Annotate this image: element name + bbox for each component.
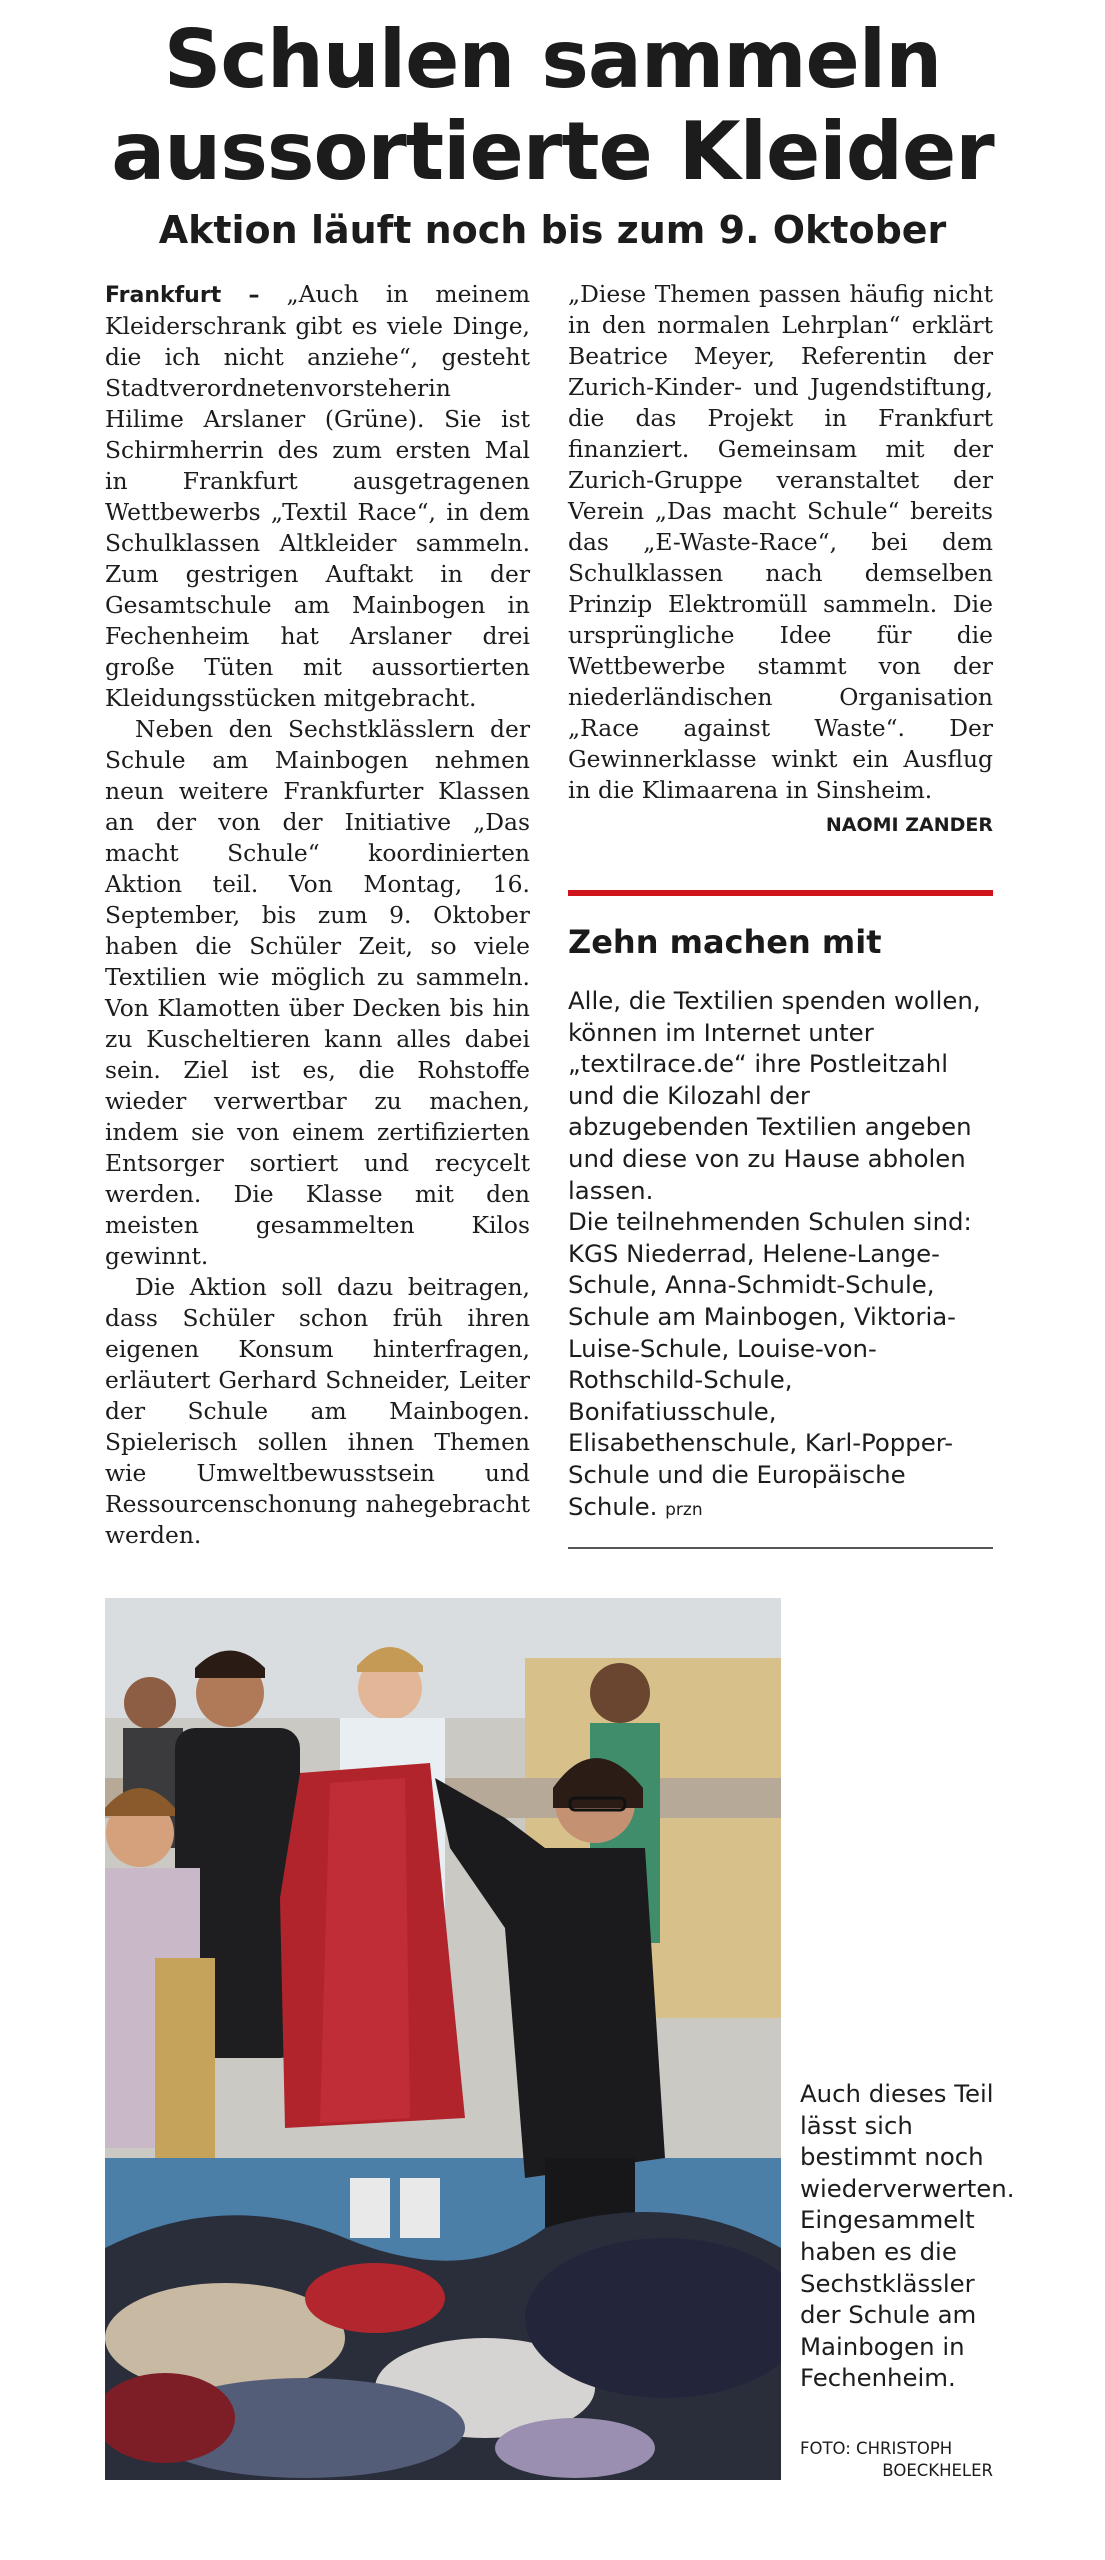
article-subheadline: Aktion läuft noch bis zum 9. Oktober	[158, 208, 947, 252]
article-paragraph-3: Die Aktion soll dazu beitragen, dass Schüler schon früh ihren eigenen Konsum hinterfragen, erläutert Gerhard Schneider, Leiter der Schule am Mainbogen. Spielerisch sollen ihnen Themen wie Umweltbewusstsein und Ressourcenschonung nahegebracht werden.	[105, 1273, 530, 1549]
headline-line-2: aussortierte Kleider	[111, 105, 994, 198]
infobox-title: Zehn machen mit	[568, 923, 882, 961]
infobox-credit: przn	[665, 1499, 703, 1520]
photo-credit	[800, 2438, 993, 2482]
headline-line-1: Schulen sammeln	[163, 13, 942, 106]
photo-illustration	[105, 1598, 781, 2480]
infobox-text-1: Alle, die Textilien spenden wollen, können im Internet unter „textilrace.de“ ihre Postleitzahl und die Kilozahl der abzugebenden Textilien angeben und diese von zu Hause abholen lassen.	[568, 986, 981, 1205]
article-paragraph-2: Neben den Sechstklässlern der Schule am Mainbogen nehmen neun weitere Frankfurter Klassen an der von der Initiative „Das macht Schule“ koordinierten Aktion teil. Von Montag, 16. September, bis zum 9. Oktober haben die Schüler Zeit, so viele Textilien wie möglich zu sammeln. Von Klamotten über Decken bis hin zu Kuscheltieren kann alles dabei sein. Ziel ist es, die Rohstoffe wieder verwertbar zu machen, indem sie von einem zertifizierten Entsorger sortiert und recycelt werden. Die Klasse mit den meisten gesammelten Kilos gewinnt.	[105, 715, 530, 1270]
infobox-text-2-body: Die teilnehmenden Schulen sind: KGS Niederrad, Helene-Lange-Schule, Anna-Schmidt-Schule, Schule am Mainbogen, Viktoria-Luise-Schule, Louise-von-Rothschild-Schule, Bonifatiusschule, Elisabethenschule, Karl-Popper-Schule und die Europäische Schule.	[568, 1207, 972, 1521]
infobox-accent-rule	[568, 890, 993, 896]
article-photo	[105, 1598, 781, 2480]
article-column-left	[105, 279, 530, 1551]
article-column-right	[568, 279, 993, 840]
paragraph-1-text: „Auch in meinem Kleiderschrank gibt es viele Dinge, die ich nicht anziehe“, gesteht Stadtverordnetenvorsteherin Hilime Arslaner (Grüne). Sie ist Schirmherrin des zum ersten Mal in Frankfurt ausgetragenen Wettbewerbs „Textil Race“, in dem Schulklassen Altkleider sammeln. Zum gestrigen Auftakt in der Gesamtschule am Mainbogen in Fechenheim hat Arslaner drei große Tüten mit aussortierten Kleidungsstücken mitgebracht.	[105, 280, 530, 712]
article-headline	[0, 14, 1105, 198]
article-paragraph-4: „Diese Themen passen häufig nicht in den normalen Lehrplan“ erklärt Beatrice Meyer, Referentin der Zurich-Kinder- und Jugendstiftung, die das Projekt in Frankfurt finanziert. Gemeinsam mit der Zurich-Gruppe veranstaltet der Verein „Das macht Schule“ bereits das „E-Waste-Race“, bei dem Schulklassen nach demselben Prinzip Elektromüll sammeln. Die ursprüngliche Idee für die Wettbewerbe stammt von der niederländischen Organisation „Race against Waste“. Der Gewinnerklasse winkt ein Ausflug in die Klimaarena in Sinsheim.	[568, 280, 993, 804]
photo-credit-line-2: BOECKHELER	[882, 2461, 993, 2480]
infobox-text-2	[568, 1206, 993, 1526]
photo-caption: Auch dieses Teil lässt sich bestimmt noch wiederverwerten. Eingesammelt haben es die Sechstklässler der Schule am Mainbogen in Fechenheim.	[800, 2079, 1015, 2393]
infobox-bottom-rule	[568, 1547, 993, 1549]
article-paragraph-1	[105, 279, 530, 714]
infobox-body	[568, 985, 993, 1526]
author-byline: NAOMI ZANDER	[825, 814, 993, 836]
dateline: Frankfurt –	[105, 283, 260, 308]
photo-credit-line-1: FOTO: CHRISTOPH	[800, 2439, 953, 2458]
